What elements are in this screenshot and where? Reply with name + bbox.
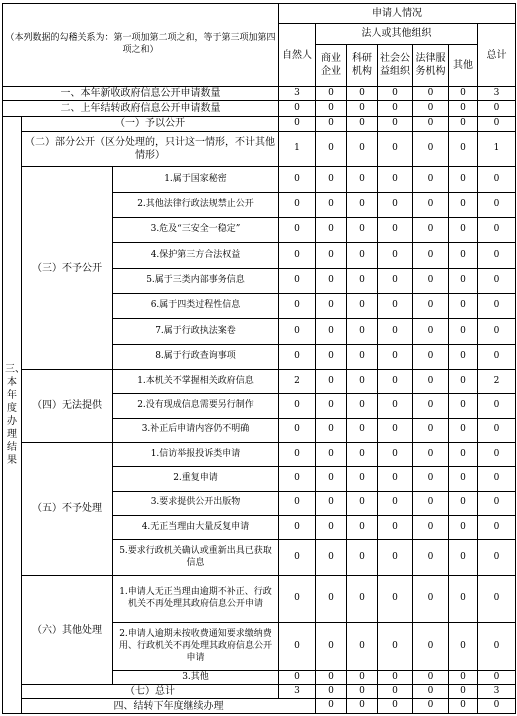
cell-value: 0	[378, 575, 413, 623]
cell-value: 0	[347, 623, 378, 671]
cell-value: 0	[378, 699, 413, 714]
cell-value: 0	[449, 370, 478, 394]
cell-value: 0	[449, 116, 478, 131]
cell-value: 0	[279, 671, 316, 685]
header-org-type: 科研机构	[347, 44, 378, 87]
cell-value: 0	[316, 575, 347, 623]
cell-value: 0	[378, 685, 413, 699]
row-label: 3.要求提供公开出版物	[113, 491, 279, 515]
cell-value: 0	[347, 491, 378, 515]
cell-value: 0	[478, 575, 516, 623]
table-row	[3, 699, 516, 714]
cell-value: 0	[378, 87, 413, 101]
cell-value: 0	[378, 167, 413, 192]
cell-value: 0	[449, 623, 478, 671]
cell-value: 0	[316, 268, 347, 293]
cell-value: 0	[449, 87, 478, 101]
cell-value: 0	[347, 575, 378, 623]
table-row	[3, 167, 516, 192]
cell-value: 0	[413, 370, 449, 394]
cell-value: 3	[478, 87, 516, 101]
cell-value: 0	[413, 87, 449, 101]
cell-value: 0	[478, 394, 516, 418]
cell-value: 0	[347, 319, 378, 344]
cell-value: 0	[347, 370, 378, 394]
cell-value: 0	[347, 243, 378, 268]
header-natural-person: 自然人	[279, 24, 316, 87]
cell-value: 0	[378, 101, 413, 116]
row-label: 4.保护第三方合法权益	[113, 243, 279, 268]
cell-value: 0	[449, 192, 478, 217]
cell-value: 0	[449, 217, 478, 242]
row-label: （二）部分公开（区分处理的，只计这一情形，不计其他情形）	[22, 131, 279, 167]
cell-value: 0	[279, 623, 316, 671]
cell-value: 0	[449, 491, 478, 515]
cell-value: 0	[279, 167, 316, 192]
cell-value: 0	[316, 699, 347, 714]
cell-value: 0	[316, 623, 347, 671]
header-org-type: 其他	[449, 44, 478, 87]
cell-value: 0	[316, 467, 347, 491]
cell-value: 0	[449, 699, 478, 714]
cell-value: 0	[413, 217, 449, 242]
row-label: （一）予以公开	[22, 116, 279, 131]
cell-value: 0	[413, 116, 449, 131]
cell-value: 0	[378, 467, 413, 491]
cell-value: 3	[279, 87, 316, 101]
cell-value: 0	[347, 467, 378, 491]
cell-value: 0	[347, 442, 378, 466]
cell-value: 0	[413, 442, 449, 466]
cell-value: 0	[478, 192, 516, 217]
cell-value: 0	[347, 167, 378, 192]
cell-value: 3	[279, 685, 316, 699]
cell-value: 0	[279, 192, 316, 217]
table-row	[3, 131, 516, 167]
group-label: （四）无法提供	[22, 370, 113, 443]
cell-value: 0	[413, 319, 449, 344]
cell-value: 0	[316, 685, 347, 699]
row-label: 3.其他	[113, 671, 279, 685]
cell-value: 0	[347, 671, 378, 685]
cell-value: 0	[316, 116, 347, 131]
table-row	[3, 370, 516, 394]
cell-value: 0	[378, 515, 413, 539]
cell-value: 0	[478, 243, 516, 268]
cell-value: 0	[449, 319, 478, 344]
table-row	[3, 101, 516, 116]
cell-value: 0	[449, 418, 478, 442]
cell-value: 0	[279, 293, 316, 318]
cell-value: 0	[449, 344, 478, 369]
header-note: （本列数据的勾稽关系为：第一项加第二项之和，等于第三项加第四项之和）	[3, 4, 279, 87]
cell-value: 0	[449, 685, 478, 699]
group-label: （六）其他处理	[22, 575, 113, 685]
header-org-type: 法律服务机构	[413, 44, 449, 87]
cell-value: 0	[449, 131, 478, 167]
cell-value: 0	[347, 131, 378, 167]
cell-value: 0	[449, 540, 478, 576]
row-label: 3.补正后申请内容仍不明确	[113, 418, 279, 442]
row-label: 2.其他法律行政法规禁止公开	[113, 192, 279, 217]
cell-value: 0	[413, 515, 449, 539]
table-row	[3, 685, 516, 699]
row-label: 1.属于国家秘密	[113, 167, 279, 192]
cell-value: 0	[478, 671, 516, 685]
cell-value: 0	[413, 293, 449, 318]
table-row	[3, 116, 516, 131]
group-label: （三）不予公开	[22, 167, 113, 370]
cell-value: 0	[279, 116, 316, 131]
cell-value: 0	[378, 623, 413, 671]
cell-value: 0	[279, 101, 316, 116]
cell-value: 0	[378, 491, 413, 515]
cell-value: 0	[347, 540, 378, 576]
table-row	[3, 87, 516, 101]
cell-value: 1	[478, 131, 516, 167]
cell-value: 0	[316, 442, 347, 466]
cell-value: 0	[413, 344, 449, 369]
cell-value: 0	[316, 370, 347, 394]
row-label: 2.重复申请	[113, 467, 279, 491]
cell-value: 0	[378, 268, 413, 293]
cell-value: 0	[413, 418, 449, 442]
cell-value: 0	[316, 87, 347, 101]
header-applicant-situation: 申请人情况	[279, 4, 516, 24]
cell-value: 0	[347, 293, 378, 318]
row-label: 四、结转下年度继续办理	[22, 699, 316, 714]
cell-value: 0	[413, 671, 449, 685]
cell-value: 2	[478, 370, 516, 394]
cell-value: 0	[478, 623, 516, 671]
cell-value: 0	[478, 268, 516, 293]
cell-value: 0	[347, 418, 378, 442]
row-label: 5.要求行政机关确认或重新出具已获取信息	[113, 540, 279, 576]
cell-value: 0	[413, 243, 449, 268]
row-label: 1.信访举报投诉类申请	[113, 442, 279, 466]
row-label: 一、本年新收政府信息公开申请数量	[3, 87, 279, 101]
cell-value: 0	[279, 418, 316, 442]
cell-value: 0	[449, 394, 478, 418]
cell-value: 0	[413, 540, 449, 576]
cell-value: 0	[378, 319, 413, 344]
cell-value: 0	[316, 293, 347, 318]
row-label: 2.申请人逾期未按收费通知要求缴纳费用、行政机关不再处理其政府信息公开申请	[113, 623, 279, 671]
row-label: 4.无正当理由大量反复申请	[113, 515, 279, 539]
cell-value: 0	[279, 319, 316, 344]
cell-value: 0	[413, 101, 449, 116]
section-3-label: 三、本年度办理结果	[3, 116, 22, 713]
cell-value: 0	[413, 491, 449, 515]
cell-value: 0	[449, 167, 478, 192]
cell-value: 0	[378, 192, 413, 217]
cell-value: 0	[316, 192, 347, 217]
cell-value: 0	[347, 217, 378, 242]
row-label: 8.属于行政查询事项	[113, 344, 279, 369]
cell-value: 0	[316, 491, 347, 515]
row-label: 二、上年结转政府信息公开申请数量	[3, 101, 279, 116]
cell-value: 0	[378, 116, 413, 131]
cell-value: 0	[449, 243, 478, 268]
cell-value: 0	[449, 101, 478, 116]
cell-value: 0	[449, 515, 478, 539]
header-total: 总计	[478, 24, 516, 87]
cell-value: 0	[316, 515, 347, 539]
header-legal-persons: 法人或其他组织	[316, 24, 478, 44]
cell-value: 0	[316, 167, 347, 192]
cell-value: 1	[279, 131, 316, 167]
cell-value: 0	[378, 243, 413, 268]
cell-value: 0	[316, 319, 347, 344]
cell-value: 0	[279, 540, 316, 576]
cell-value: 0	[413, 623, 449, 671]
cell-value: 0	[279, 344, 316, 369]
cell-value: 0	[316, 418, 347, 442]
cell-value: 3	[478, 685, 516, 699]
cell-value: 0	[413, 699, 449, 714]
cell-value: 0	[478, 467, 516, 491]
cell-value: 0	[347, 192, 378, 217]
cell-value: 0	[449, 671, 478, 685]
cell-value: 0	[378, 671, 413, 685]
cell-value: 0	[449, 268, 478, 293]
cell-value: 0	[347, 101, 378, 116]
cell-value: 0	[478, 319, 516, 344]
cell-value: 0	[279, 575, 316, 623]
cell-value: 0	[347, 268, 378, 293]
cell-value: 0	[449, 467, 478, 491]
cell-value: 0	[413, 685, 449, 699]
cell-value: 0	[347, 685, 378, 699]
cell-value: 0	[279, 217, 316, 242]
cell-value: 0	[378, 217, 413, 242]
cell-value: 0	[413, 575, 449, 623]
cell-value: 0	[478, 167, 516, 192]
cell-value: 0	[378, 540, 413, 576]
cell-value: 0	[478, 293, 516, 318]
cell-value: 0	[478, 699, 516, 714]
row-label: 2.没有现成信息需要另行制作	[113, 394, 279, 418]
cell-value: 0	[478, 491, 516, 515]
cell-value: 0	[378, 131, 413, 167]
cell-value: 0	[378, 344, 413, 369]
cell-value: 0	[279, 442, 316, 466]
cell-value: 0	[347, 515, 378, 539]
cell-value: 0	[347, 699, 378, 714]
cell-value: 0	[316, 101, 347, 116]
cell-value: 0	[378, 370, 413, 394]
cell-value: 0	[316, 344, 347, 369]
cell-value: 0	[316, 394, 347, 418]
cell-value: 0	[478, 217, 516, 242]
cell-value: 0	[413, 268, 449, 293]
cell-value: 0	[347, 344, 378, 369]
cell-value: 0	[279, 515, 316, 539]
group-label: （五）不予处理	[22, 442, 113, 575]
cell-value: 0	[347, 116, 378, 131]
cell-value: 0	[316, 131, 347, 167]
cell-value: 2	[279, 370, 316, 394]
cell-value: 0	[316, 671, 347, 685]
cell-value: 0	[449, 293, 478, 318]
cell-value: 0	[478, 116, 516, 131]
row-label: 1.申请人无正当理由逾期不补正、行政机关不再处理其政府信息公开申请	[113, 575, 279, 623]
cell-value: 0	[478, 442, 516, 466]
gov-info-disclosure-table	[2, 3, 516, 714]
header-org-type: 商业企业	[316, 44, 347, 87]
row-label: 6.属于四类过程性信息	[113, 293, 279, 318]
cell-value: 0	[316, 217, 347, 242]
cell-value: 0	[378, 442, 413, 466]
cell-value: 0	[279, 394, 316, 418]
cell-value: 0	[413, 192, 449, 217]
cell-value: 0	[478, 540, 516, 576]
cell-value: 0	[378, 418, 413, 442]
cell-value: 0	[478, 101, 516, 116]
cell-value: 0	[279, 243, 316, 268]
cell-value: 0	[413, 131, 449, 167]
cell-value: 0	[279, 467, 316, 491]
cell-value: 0	[413, 167, 449, 192]
cell-value: 0	[279, 268, 316, 293]
cell-value: 0	[316, 540, 347, 576]
row-label: 1.本机关不掌握相关政府信息	[113, 370, 279, 394]
cell-value: 0	[316, 243, 347, 268]
row-label: （七）总计	[22, 685, 279, 699]
cell-value: 0	[478, 418, 516, 442]
row-label: 3.危及“三安全一稳定”	[113, 217, 279, 242]
cell-value: 0	[413, 467, 449, 491]
cell-value: 0	[478, 344, 516, 369]
cell-value: 0	[413, 394, 449, 418]
cell-value: 0	[378, 293, 413, 318]
cell-value: 0	[478, 515, 516, 539]
table-row	[3, 442, 516, 466]
cell-value: 0	[449, 575, 478, 623]
row-label: 5.属于三类内部事务信息	[113, 268, 279, 293]
cell-value: 0	[449, 442, 478, 466]
row-label: 7.属于行政执法案卷	[113, 319, 279, 344]
cell-value: 0	[378, 394, 413, 418]
header-org-type: 社会公益组织	[378, 44, 413, 87]
cell-value: 0	[347, 394, 378, 418]
cell-value: 0	[347, 87, 378, 101]
cell-value: 0	[279, 491, 316, 515]
table-row	[3, 575, 516, 623]
